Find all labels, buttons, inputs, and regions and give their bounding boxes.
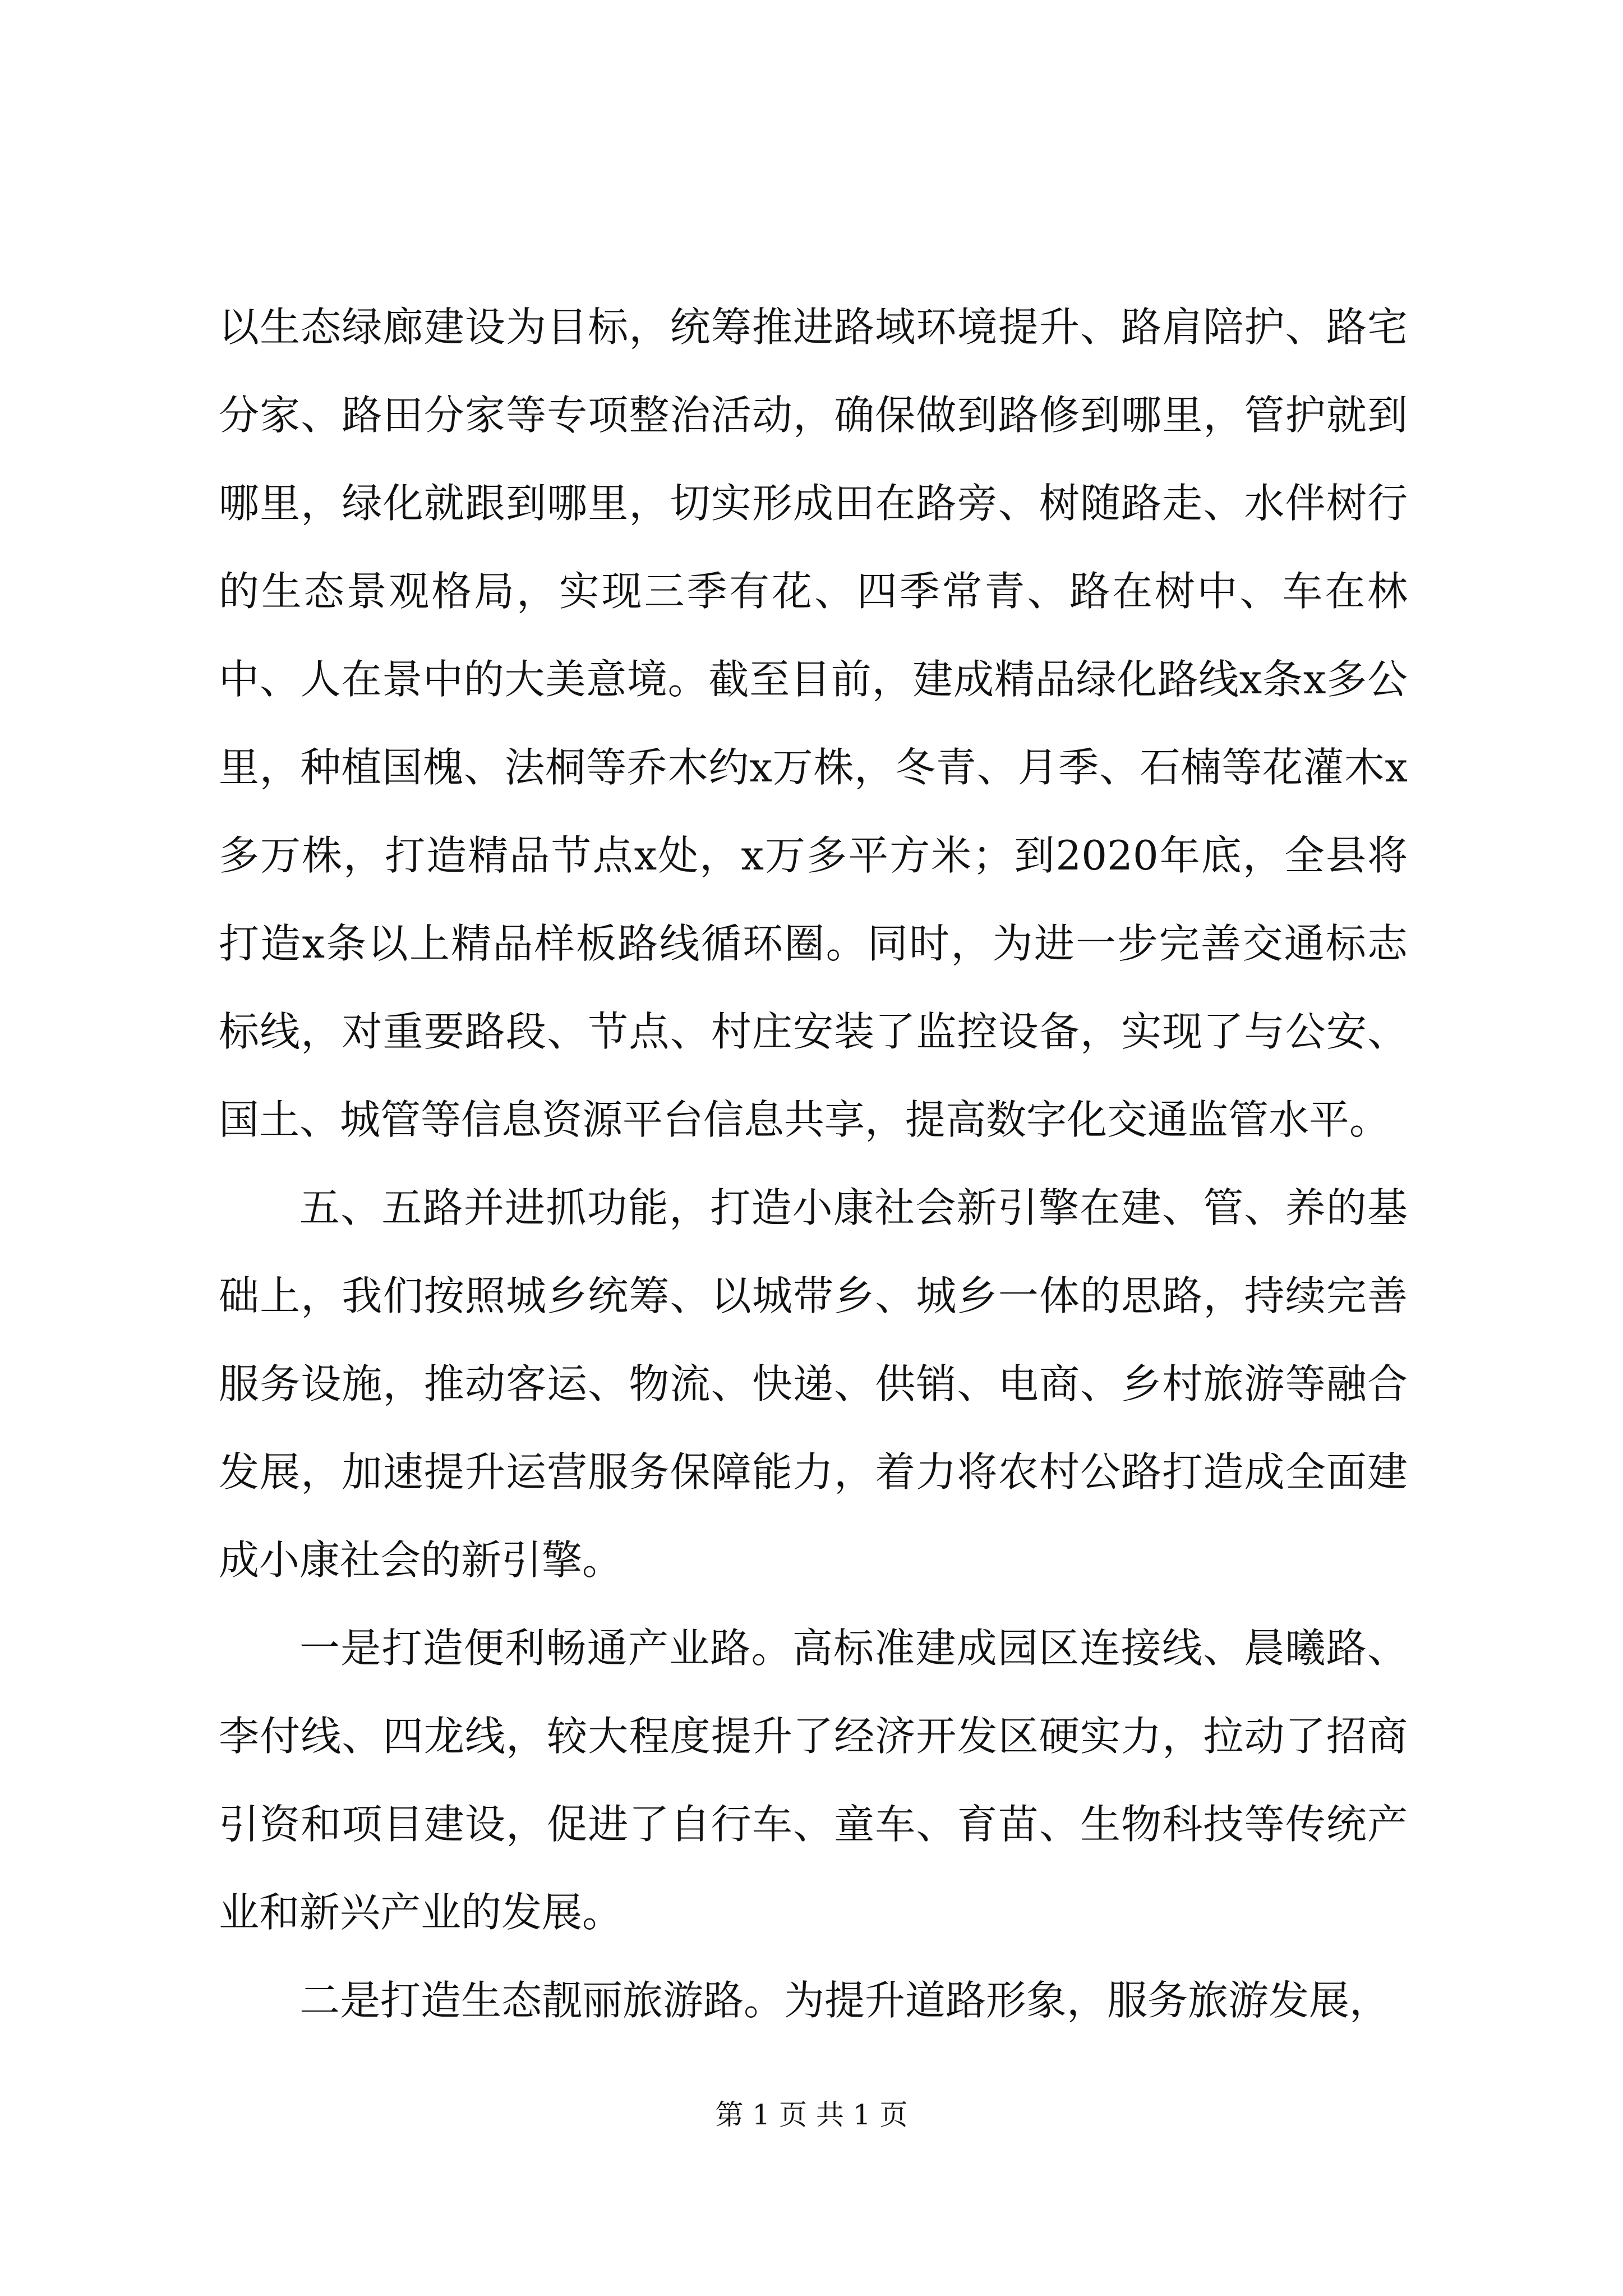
document-body (219, 283, 1408, 2045)
paragraph-tourism-road: 二是打造生态靓丽旅游路。为提升道路形象，服务旅游发展， (299, 1977, 1390, 2024)
page-footer: 第 1 页 共 1 页 (715, 2099, 908, 2131)
paragraph-section-five: 五、五路并进抓功能，打造小康社会新引擎在建、管、养的基础上，我们按照城乡统筹、以城带乡、城乡一体的思路，持续完善服务设施，推动客运、物流、快递、供销、电商、乡村旅游等融合发展，加速提升运营服务保障能力，着力将农村公路打造成全面建成小康社会的新引擎。 (219, 1184, 1408, 1584)
paragraph-industry-road: 一是打造便利畅通产业路。高标准建成园区连接线、晨曦路、李付线、四龙线，较大程度提升了经济开发区硬实力，拉动了招商引资和项目建设，促进了自行车、童车、育苗、生物科技等传统产业和新兴产业的发展。 (219, 1625, 1408, 1936)
paragraph-continuation: 以生态绿廊建设为目标，统筹推进路域环境提升、路肩陪护、路宅分家、路田分家等专项整治活动，确保做到路修到哪里，管护就到哪里，绿化就跟到哪里，切实形成田在路旁、树随路走、水伴树行的生态景观格局，实现三季有花、四季常青、路在树中、车在林中、人在景中的大美意境。截至目前，建成精品绿化路线x条x多公里，种植国槐、法桐等乔木约x万株，冬青、月季、石楠等花灌木x多万株，打造精品节点x处，x万多平方米；到2020年底，全县将打造x条以上精品样板路线循环圈。同时，为进一步完善交通标志标线，对重要路段、节点、村庄安装了监控设备，实现了与公安、国土、城管等信息资源平台信息共享，提高数字化交通监管水平。 (219, 303, 1408, 1143)
